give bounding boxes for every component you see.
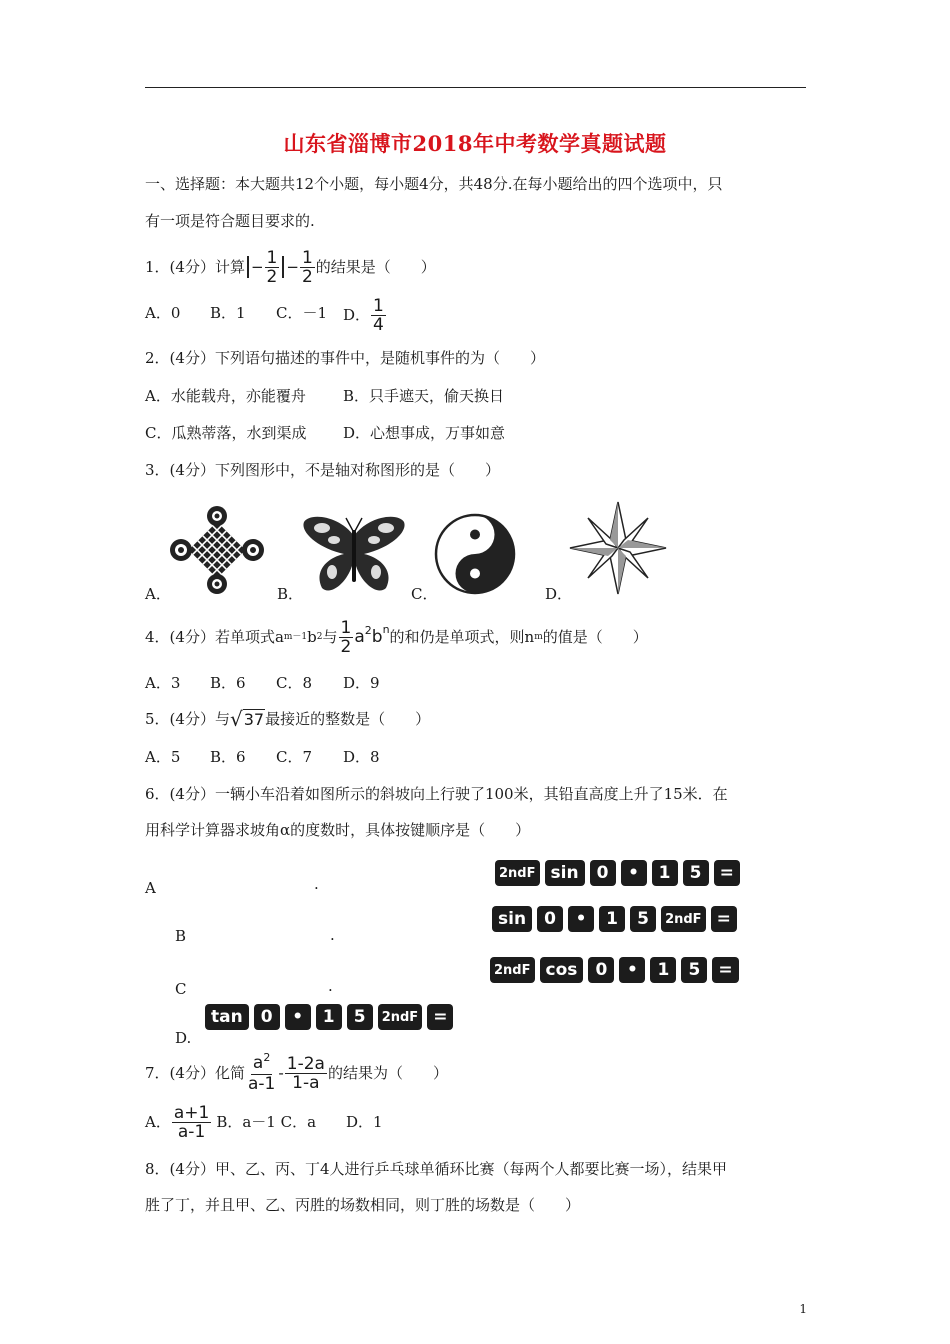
q6-keys-c xyxy=(490,957,739,983)
key-5: 5 xyxy=(681,957,707,983)
section-intro-line1: 一、选择题：本大题共12个小题，每小题4分，共48分.在每小题给出的四个选项中，只 xyxy=(145,175,723,193)
q6-keys-b xyxy=(492,906,737,932)
abs-bar xyxy=(282,256,284,278)
key-equals: = xyxy=(711,906,737,932)
q6-label-b: B xyxy=(175,927,187,945)
key-5: 5 xyxy=(347,1004,373,1030)
q1-option-d: D． $\frac{1}{4}$ xyxy=(343,295,384,335)
q1-option-c: C．－1 xyxy=(276,304,328,322)
q5-option-b: B．6 xyxy=(210,748,246,766)
question-8-line2: 胜了丁，并且甲、乙、丙胜的场数相同，则丁胜的场数是（ ） xyxy=(145,1196,581,1214)
key-5: 5 xyxy=(630,906,656,932)
key-cos: cos xyxy=(540,957,584,983)
question-7: 7．(4分）化简 $\frac{a^2}{a-1}$ - $\frac{1-2a}{1-a}$ 的结果为（ ） xyxy=(145,1050,448,1094)
key-2ndf: 2ndF xyxy=(490,957,535,983)
key-1: 1 xyxy=(652,860,678,886)
key-dot: • xyxy=(621,860,647,886)
header-rule xyxy=(145,87,806,88)
question-6-line2: 用科学计算器求坡角α的度数时，具体按键顺序是（ ） xyxy=(145,821,531,839)
q1-option-b: B．1 xyxy=(210,304,246,322)
q1-fraction: $\frac{1}{2}$ xyxy=(266,247,278,287)
question-4: 4．(4分）若单项式a m－1 b 2 与 $\frac{1}{2}$ a 2 b n 的和仍是单项式，则n m 的值是（ ） xyxy=(145,617,648,657)
abs-bar xyxy=(247,256,249,278)
q3-label-c: C． xyxy=(411,585,438,603)
question-2: 2．(4分）下列语句描述的事件中，是随机事件的为（ ） xyxy=(145,349,545,367)
key-0: 0 xyxy=(588,957,614,983)
q4-fraction: $\frac{1}{2}$ xyxy=(340,617,352,657)
key-1: 1 xyxy=(599,906,625,932)
q6-dot-c: . xyxy=(328,977,333,995)
key-0: 0 xyxy=(590,860,616,886)
q5-option-a: A．5 xyxy=(145,748,181,766)
key-sin: sin xyxy=(545,860,585,886)
key-2ndf: 2ndF xyxy=(495,860,540,886)
key-1: 1 xyxy=(316,1004,342,1030)
q2-option-a: A．水能载舟，亦能覆舟 xyxy=(145,387,306,405)
key-2ndf: 2ndF xyxy=(378,1004,423,1030)
key-tan: tan xyxy=(205,1004,249,1030)
section-intro-line2: 有一项是符合题目要求的. xyxy=(145,212,315,230)
q7-option-a-fraction: $\frac{a+1}{a-1}$ xyxy=(173,1102,210,1142)
q1-suffix: 的结果是（ ） xyxy=(315,258,436,276)
q1-option-d-fraction: $\frac{1}{4}$ xyxy=(373,295,384,335)
q4-option-c: C．8 xyxy=(276,674,313,692)
key-1: 1 xyxy=(650,957,676,983)
key-dot: • xyxy=(568,906,594,932)
butterfly-figure xyxy=(300,514,408,596)
question-8-line1: 8．(4分）甲、乙、丙、丁4人进行乒乓球单循环比赛（每两个人都要比赛一场），结果甲 xyxy=(145,1160,727,1178)
key-sin: sin xyxy=(492,906,532,932)
key-equals: = xyxy=(427,1004,453,1030)
q5-option-c: C．7 xyxy=(276,748,313,766)
q5-option-d: D．8 xyxy=(343,748,380,766)
key-0: 0 xyxy=(537,906,563,932)
q7-options: A． $\frac{a+1}{a-1}$ B．a－1 C．a D．1 xyxy=(145,1102,383,1142)
yin-yang-figure xyxy=(434,513,516,595)
q1-option-a: A．0 xyxy=(145,304,181,322)
q7-fraction-1: $\frac{a^2}{a-1}$ xyxy=(247,1050,276,1094)
key-dot: • xyxy=(619,957,645,983)
q1-prefix: 1．(4分）计算 xyxy=(145,258,245,276)
q4-option-d: D．9 xyxy=(343,674,380,692)
q6-label-c: C xyxy=(175,980,187,998)
question-5: 5．(4分）与 √ 37 最接近的整数是（ ） xyxy=(145,707,431,731)
key-equals: = xyxy=(714,860,740,886)
q2-option-d: D．心想事成，万事如意 xyxy=(343,424,506,442)
q6-label-a: A xyxy=(145,879,156,897)
q7-fraction-2: $\frac{1-2a}{1-a}$ xyxy=(286,1053,325,1093)
minus-sign: − xyxy=(286,258,299,276)
key-dot: • xyxy=(285,1004,311,1030)
question-1 xyxy=(145,247,436,287)
question-6-line1: 6．(4分）一辆小车沿着如图所示的斜坡向上行驶了100米，其铅直高度上升了15米．在 xyxy=(145,785,728,803)
q2-option-c: C．瓜熟蒂落，水到渠成 xyxy=(145,424,307,442)
q3-label-a: A． xyxy=(145,585,171,603)
sqrt-symbol: √ xyxy=(229,707,243,731)
minus-sign: − xyxy=(250,258,264,276)
q3-label-b: B． xyxy=(277,585,304,603)
q3-label-d: D． xyxy=(545,585,573,603)
q6-dot-b: . xyxy=(330,926,335,944)
q2-option-b: B．只手遮天，偷天换日 xyxy=(343,387,505,405)
q4-option-b: B．6 xyxy=(210,674,246,692)
question-3: 3．(4分）下列图形中，不是轴对称图形的是（ ） xyxy=(145,461,500,479)
q6-label-d: D. xyxy=(175,1029,192,1047)
key-2ndf: 2ndF xyxy=(661,906,706,932)
q6-keys-d xyxy=(205,1004,453,1030)
page-number: 1 xyxy=(799,1302,807,1316)
compass-star-figure xyxy=(568,500,668,596)
chinese-knot-figure xyxy=(168,505,266,595)
q4-option-a: A．3 xyxy=(145,674,181,692)
key-5: 5 xyxy=(683,860,709,886)
q6-dot-a: . xyxy=(314,875,319,893)
q6-keys-a xyxy=(495,860,740,886)
key-equals: = xyxy=(712,957,738,983)
q1-fraction-2: $\frac{1}{2}$ xyxy=(301,247,313,287)
page-title: 山东省淄博市2018年中考数学真题试题 xyxy=(283,131,667,156)
key-0: 0 xyxy=(254,1004,280,1030)
